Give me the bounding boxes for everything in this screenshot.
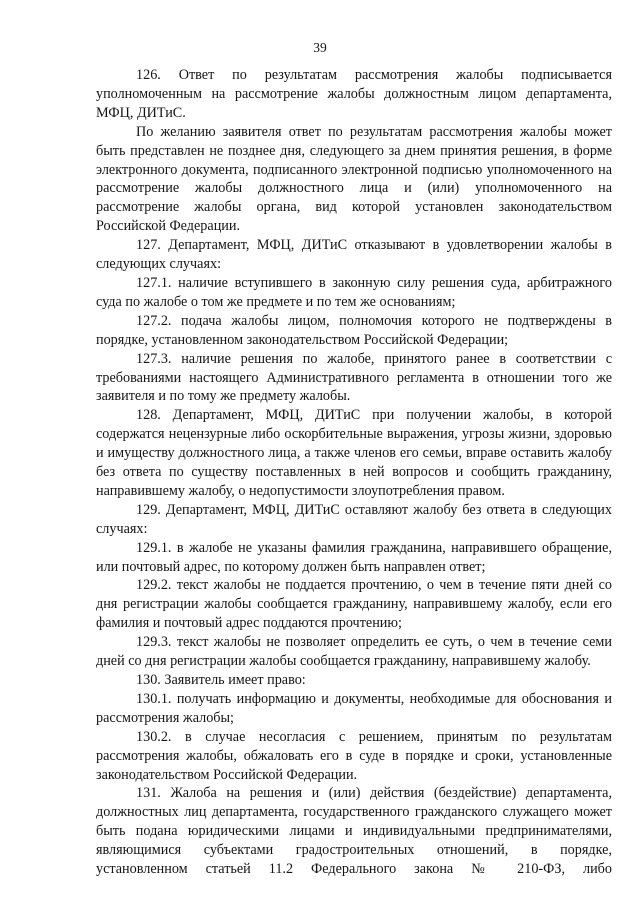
- paragraph-129: 129. Департамент, МФЦ, ДИТиС оставляют жалобу без ответа в следующих случаях:: [96, 501, 612, 537]
- paragraph-129-1: 129.1. в жалобе не указаны фамилия гражданина, направившего обращение, или почтовый адрес, по которому должен быть направлен ответ;: [96, 539, 612, 575]
- paragraph-127: 127. Департамент, МФЦ, ДИТиС отказывают в удовлетворении жалобы в следующих случаях:: [96, 237, 612, 273]
- paragraph-127-2: 127.2. подача жалобы лицом, полномочия которого не подтверждены в порядке, установленном законодательством Российской Федерации;: [96, 312, 612, 348]
- paragraph-130-1: 130.1. получать информацию и документы, необходимые для обоснования и рассмотрения жалобы;: [96, 690, 612, 726]
- paragraph-128: 128. Департамент, МФЦ, ДИТиС при получении жалобы, в которой содержатся нецензурные либо оскорбительные выражения, угрозы жизни, здоровью и имуществу должностного лица, а также членов его семьи, вправе оставить жалобу без ответа по существу поставленных в ней вопросов и сообщить гражданину, направившему жалобу, о недопустимости злоупотребления правом.: [96, 407, 612, 499]
- paragraph-127-3: 127.3. наличие решения по жалобе, принятого ранее в соответствии с требованиями настоящего Административного регламента в отношении того же заявителя и по тому же предмету жалобы.: [96, 350, 612, 405]
- paragraph-130-2: 130.2. в случае несогласия с решением, принятым по результатам рассмотрения жалобы, обжаловать его в суде в порядке и сроки, установленные законодательством Российской Федерации.: [96, 728, 612, 783]
- paragraph-130: 130. Заявитель имеет право:: [136, 672, 306, 688]
- paragraph-126: 126. Ответ по результатам рассмотрения жалобы подписывается уполномоченным на рассмотрение жалобы должностным лицом департамента, МФЦ, ДИТиС.: [96, 67, 612, 121]
- paragraph-127-1: 127.1. наличие вступившего в законную силу решения суда, арбитражного суда по жалобе о том же предмете и по тем же основаниям;: [96, 274, 612, 310]
- paragraph-129-2: 129.2. текст жалобы не поддается прочтению, о чем в течение пяти дней со дня регистрации жалобы сообщается гражданину, направившему жалобу, если его фамилия и почтовый адрес поддаются прочтению;: [96, 577, 612, 632]
- paragraph-129-3: 129.3. текст жалобы не позволяет определить ее суть, о чем в течение семи дней со дня регистрации жалобы сообщается гражданину, направившему жалобу.: [96, 634, 612, 670]
- page-number: 39: [313, 40, 327, 55]
- paragraph-126-ext: По желанию заявителя ответ по результатам рассмотрения жалобы может быть представлен не позднее дня, следующего за днем принятия решения, в форме электронного документа, подписанного электронной подписью уполномоченного на рассмотрение жалобы должностного лица и (или) уполномоченного на рассмотрение жалобы органа, вид которой установлен законодательством Российской Федерации.: [96, 123, 612, 235]
- document-body: [96, 66, 612, 879]
- paragraph-131: 131. Жалоба на решения и (или) действия (бездействие) департамента, должностных лиц департамента, государственного гражданского служащего может быть подана юридическими лицами и индивидуальными предпринимателями, являющимися субъектами градостроительных отношений, в порядке, установленном статьей 11.2 Федерального закона № 210-ФЗ, либо: [96, 785, 612, 878]
